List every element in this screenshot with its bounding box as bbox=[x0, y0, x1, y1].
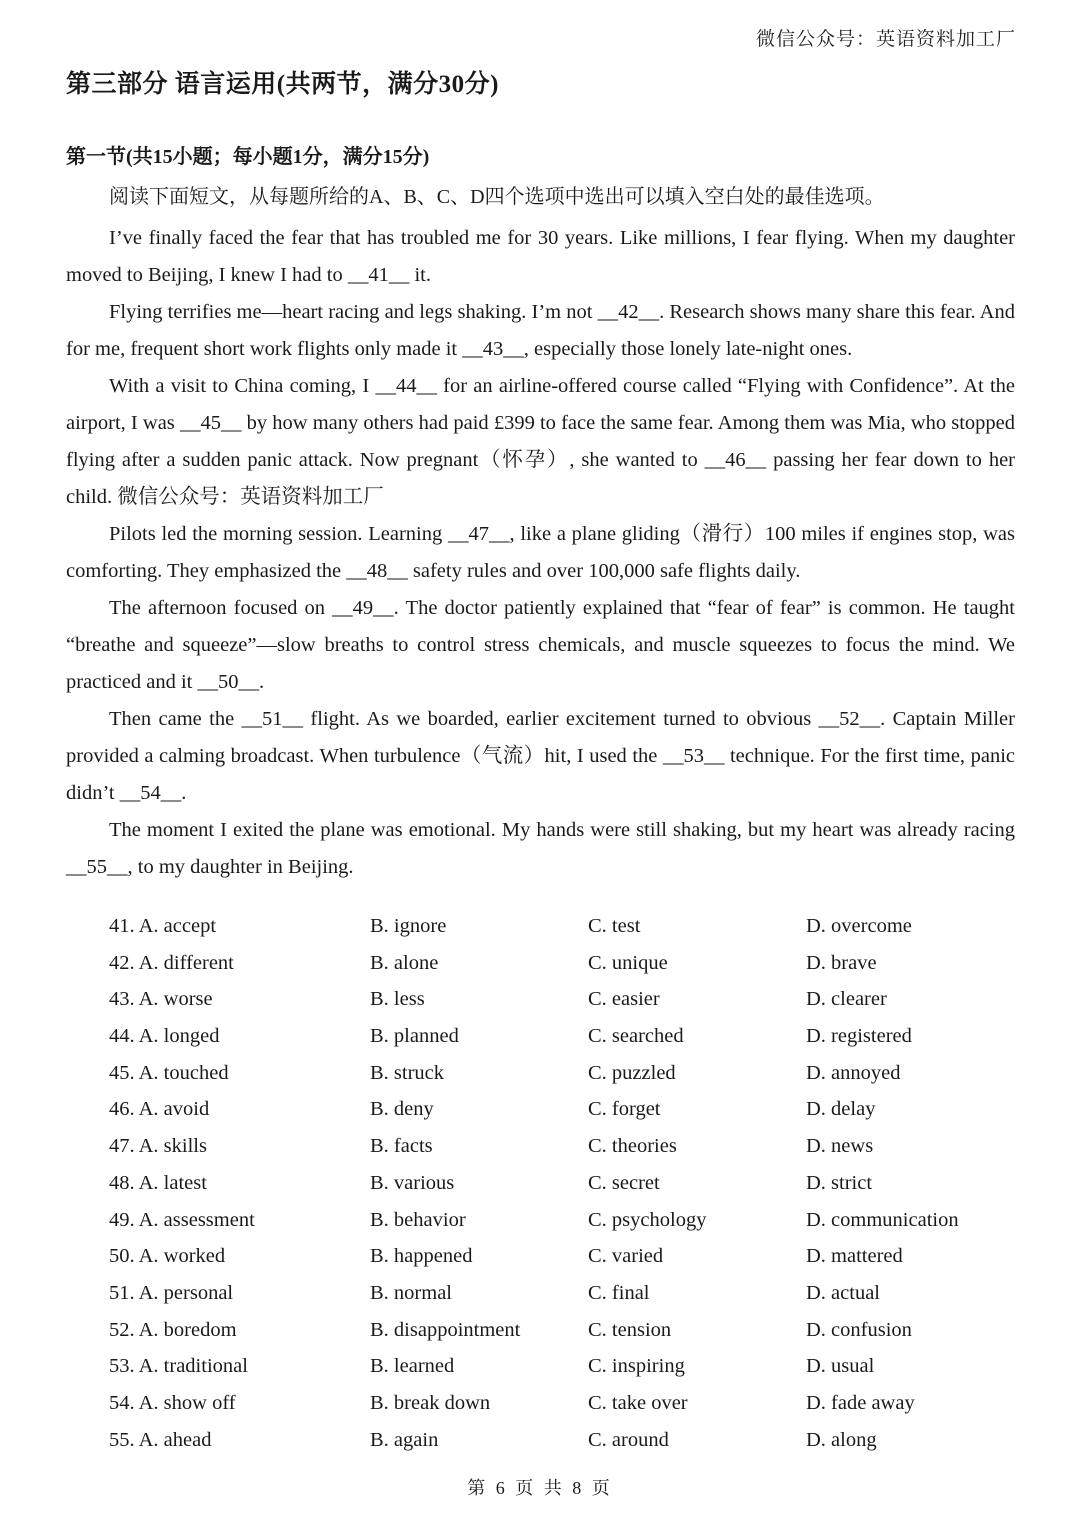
option-c: C. final bbox=[588, 1281, 650, 1304]
option-a: A. assessment bbox=[138, 1208, 255, 1231]
option-c: C. secret bbox=[588, 1171, 660, 1194]
option-cell bbox=[806, 1422, 1015, 1459]
option-cell bbox=[806, 1202, 1015, 1239]
option-cell bbox=[370, 1128, 588, 1165]
option-cell bbox=[806, 1312, 1015, 1349]
option-cell bbox=[109, 1091, 370, 1128]
option-b: B. learned bbox=[370, 1355, 455, 1378]
question-number: 51. bbox=[109, 1281, 135, 1304]
option-c: C. easier bbox=[588, 988, 660, 1011]
passage-text: , to my daughter in Beijing. bbox=[127, 856, 354, 878]
option-cell bbox=[109, 1422, 370, 1459]
question-number: 44. bbox=[109, 1025, 135, 1048]
part-title: 第三部分 语言运用(共两节，满分30分) bbox=[66, 71, 499, 98]
option-cell bbox=[109, 1275, 370, 1312]
option-cell bbox=[806, 1091, 1015, 1128]
option-d: D. overcome bbox=[806, 915, 912, 937]
option-a: A. worse bbox=[138, 988, 213, 1011]
option-b: B. alone bbox=[370, 951, 439, 974]
option-d: D. fade away bbox=[806, 1391, 915, 1414]
option-b: B. planned bbox=[370, 1025, 459, 1048]
option-cell bbox=[806, 1055, 1015, 1092]
option-cell bbox=[109, 1312, 370, 1349]
section-title: 第一节(共15小题；每小题1分，满分15分) bbox=[66, 146, 430, 168]
passage-text: Flying terrifies me—heart racing and legs shaking. I’m not bbox=[109, 301, 598, 323]
passage-text: for an airline-offered course called “Flying with Confidence”. At the airport, I was bbox=[66, 375, 1016, 434]
option-cell bbox=[588, 1055, 806, 1092]
passage-paragraph-p1 bbox=[66, 220, 1015, 294]
option-a: A. longed bbox=[138, 1025, 220, 1048]
option-cell bbox=[588, 945, 806, 982]
option-a: A. ahead bbox=[138, 1428, 212, 1451]
option-a: A. avoid bbox=[138, 1098, 210, 1121]
option-a: A. latest bbox=[138, 1171, 207, 1194]
cloze-blank: __47__ bbox=[448, 523, 510, 545]
cloze-blank: __53__ bbox=[662, 745, 725, 767]
option-d: D. brave bbox=[806, 951, 877, 974]
option-b: B. less bbox=[370, 988, 425, 1011]
option-cell bbox=[588, 1202, 806, 1239]
option-cell bbox=[370, 908, 588, 945]
option-cell bbox=[588, 1018, 806, 1055]
passage-text: With a visit to China coming, I bbox=[109, 375, 376, 397]
option-b: B. struck bbox=[370, 1061, 445, 1084]
option-cell bbox=[588, 1091, 806, 1128]
option-cell bbox=[370, 1312, 588, 1349]
option-c: C. take over bbox=[588, 1391, 688, 1414]
question-number: 41. bbox=[109, 915, 135, 937]
passage-text: Pilots led the morning session. Learning bbox=[109, 523, 448, 545]
option-cell bbox=[588, 1238, 806, 1275]
answer-options-list bbox=[109, 908, 1015, 1458]
option-cell bbox=[370, 1238, 588, 1275]
option-cell bbox=[588, 1422, 806, 1459]
option-d: D. registered bbox=[806, 1025, 912, 1048]
option-b: B. deny bbox=[370, 1098, 434, 1121]
question-number: 42. bbox=[109, 951, 135, 974]
option-cell bbox=[588, 908, 806, 945]
option-cell bbox=[109, 1238, 370, 1275]
option-row bbox=[109, 1165, 1015, 1202]
page-number: 第 6 页 共 8 页 bbox=[467, 1478, 613, 1498]
option-cell bbox=[588, 1275, 806, 1312]
passage-text: . Research shows many share this fear. And for me, frequent short work flights only made it bbox=[66, 301, 1015, 360]
option-b: B. normal bbox=[370, 1281, 452, 1304]
cloze-blank: __46__ bbox=[704, 449, 767, 471]
option-c: C. searched bbox=[588, 1025, 684, 1048]
passage-paragraph-p3 bbox=[66, 368, 1015, 516]
question-number: 49. bbox=[109, 1208, 135, 1231]
option-cell bbox=[806, 1165, 1015, 1202]
option-cell bbox=[588, 1312, 806, 1349]
option-d: D. confusion bbox=[806, 1318, 912, 1341]
option-row bbox=[109, 908, 1015, 945]
question-number: 48. bbox=[109, 1171, 135, 1194]
cloze-blank: __51__ bbox=[241, 708, 304, 730]
cloze-blank: __52__ bbox=[818, 708, 881, 730]
option-cell bbox=[109, 1202, 370, 1239]
option-a: A. personal bbox=[138, 1281, 234, 1304]
option-row bbox=[109, 1018, 1015, 1055]
option-d: D. mattered bbox=[806, 1245, 903, 1268]
option-c: C. forget bbox=[588, 1098, 661, 1121]
option-a: A. accept bbox=[138, 915, 217, 937]
passage-text: flight. As we boarded, earlier excitement turned to obvious bbox=[303, 708, 819, 730]
option-cell bbox=[588, 1385, 806, 1422]
passage-text: safety rules and over 100,000 safe flights daily. bbox=[407, 560, 801, 582]
question-number: 43. bbox=[109, 988, 135, 1011]
cloze-blank: __44__ bbox=[375, 375, 437, 397]
cloze-blank: __42__ bbox=[597, 301, 660, 323]
question-number: 50. bbox=[109, 1245, 135, 1268]
option-cell bbox=[588, 1348, 806, 1385]
option-a: A. traditional bbox=[138, 1355, 248, 1378]
option-cell bbox=[370, 1275, 588, 1312]
option-cell bbox=[806, 1348, 1015, 1385]
option-c: C. test bbox=[588, 915, 641, 937]
option-row bbox=[109, 1091, 1015, 1128]
cloze-blank: __54__ bbox=[119, 782, 182, 804]
passage-text: it. bbox=[409, 264, 431, 286]
option-cell bbox=[806, 1018, 1015, 1055]
option-d: D. actual bbox=[806, 1281, 880, 1304]
option-d: D. news bbox=[806, 1135, 874, 1158]
cloze-passage bbox=[66, 220, 1015, 886]
option-a: A. show off bbox=[138, 1391, 236, 1414]
cloze-blank: __43__ bbox=[462, 338, 524, 360]
cloze-blank: __48__ bbox=[346, 560, 408, 582]
option-b: B. break down bbox=[370, 1391, 491, 1414]
question-number: 54. bbox=[109, 1391, 135, 1414]
option-cell bbox=[806, 981, 1015, 1018]
passage-text: technique. For the first time, panic didn’t bbox=[66, 745, 1015, 804]
option-cell bbox=[806, 1128, 1015, 1165]
option-c: C. puzzled bbox=[588, 1061, 676, 1084]
option-cell bbox=[806, 1385, 1015, 1422]
passage-text: The moment I exited the plane was emotional. My hands were still shaking, but my heart was already racing bbox=[109, 819, 1015, 841]
option-d: D. annoyed bbox=[806, 1061, 901, 1084]
cloze-blank: __41__ bbox=[347, 264, 410, 286]
cloze-blank: __55__ bbox=[66, 856, 128, 878]
option-b: B. again bbox=[370, 1428, 439, 1451]
option-cell bbox=[370, 1422, 588, 1459]
option-cell bbox=[109, 1165, 370, 1202]
passage-paragraph-p7 bbox=[66, 812, 1015, 886]
option-b: B. disappointment bbox=[370, 1318, 521, 1341]
option-d: D. along bbox=[806, 1428, 877, 1451]
question-number: 53. bbox=[109, 1355, 135, 1378]
option-b: B. ignore bbox=[370, 915, 447, 937]
option-cell bbox=[370, 1348, 588, 1385]
watermark-header: 微信公众号：英语资料加工厂 bbox=[755, 29, 1016, 50]
passage-text: . bbox=[181, 782, 187, 804]
passage-paragraph-p5 bbox=[66, 590, 1015, 701]
option-c: C. unique bbox=[588, 951, 668, 974]
option-cell bbox=[370, 1202, 588, 1239]
option-a: A. worked bbox=[138, 1245, 226, 1268]
option-cell bbox=[109, 1128, 370, 1165]
passage-text: . The doctor patiently explained that “fear of fear” is common. He taught “breathe and squeeze”—slow breaths to control stress chemicals, and muscle squeezes to focus the mind. We practiced and it bbox=[66, 597, 1015, 693]
question-number: 46. bbox=[109, 1098, 135, 1121]
option-row bbox=[109, 1422, 1015, 1459]
option-row bbox=[109, 1128, 1015, 1165]
passage-text: . Captain Miller provided a calming broadcast. When turbulence（气流）hit, I used the bbox=[66, 708, 1015, 767]
option-a: A. touched bbox=[138, 1061, 229, 1084]
option-d: D. communication bbox=[806, 1208, 959, 1231]
option-a: A. skills bbox=[138, 1135, 207, 1158]
option-c: C. theories bbox=[588, 1135, 677, 1158]
cloze-blank: __45__ bbox=[179, 412, 242, 434]
option-c: C. psychology bbox=[588, 1208, 707, 1231]
passage-paragraph-p4 bbox=[66, 516, 1015, 590]
option-cell bbox=[370, 1165, 588, 1202]
option-row bbox=[109, 1312, 1015, 1349]
question-number: 52. bbox=[109, 1318, 135, 1341]
option-row bbox=[109, 981, 1015, 1018]
option-row bbox=[109, 945, 1015, 982]
option-b: B. facts bbox=[370, 1135, 433, 1158]
option-cell bbox=[109, 981, 370, 1018]
option-cell bbox=[588, 1165, 806, 1202]
passage-paragraph-p6 bbox=[66, 701, 1015, 812]
option-row bbox=[109, 1202, 1015, 1239]
option-cell bbox=[588, 1128, 806, 1165]
option-cell bbox=[109, 1348, 370, 1385]
option-cell bbox=[370, 981, 588, 1018]
option-cell bbox=[370, 1385, 588, 1422]
option-d: D. delay bbox=[806, 1098, 876, 1121]
option-row bbox=[109, 1348, 1015, 1385]
question-number: 47. bbox=[109, 1135, 135, 1158]
option-row bbox=[109, 1238, 1015, 1275]
option-cell bbox=[370, 1018, 588, 1055]
option-c: C. around bbox=[588, 1428, 669, 1451]
option-d: D. usual bbox=[806, 1355, 875, 1378]
option-cell bbox=[370, 945, 588, 982]
passage-text: passing her fear down to her child. 微信公众号：英语资料加工厂 bbox=[66, 449, 1015, 508]
option-cell bbox=[806, 908, 1015, 945]
option-cell bbox=[109, 945, 370, 982]
option-b: B. various bbox=[370, 1171, 455, 1194]
option-cell bbox=[806, 945, 1015, 982]
option-a: A. different bbox=[138, 951, 234, 974]
cloze-blank: __49__ bbox=[332, 597, 394, 619]
option-cell bbox=[588, 981, 806, 1018]
option-c: C. inspiring bbox=[588, 1355, 685, 1378]
question-number: 45. bbox=[109, 1061, 135, 1084]
instruction-text: 阅读下面短文，从每题所给的A、B、C、D四个选项中选出可以填入空白处的最佳选项。 bbox=[109, 186, 885, 208]
option-d: D. clearer bbox=[806, 988, 887, 1011]
option-cell bbox=[370, 1055, 588, 1092]
option-b: B. behavior bbox=[370, 1208, 466, 1231]
option-cell bbox=[370, 1091, 588, 1128]
question-number: 55. bbox=[109, 1428, 135, 1451]
option-cell bbox=[109, 1055, 370, 1092]
passage-text: Then came the bbox=[109, 708, 242, 730]
option-cell bbox=[109, 908, 370, 945]
passage-paragraph-p2 bbox=[66, 294, 1015, 368]
passage-text: I’ve finally faced the fear that has troubled me for 30 years. Like millions, I fear flying. When my daughter moved to Beijing, I knew I had to bbox=[66, 227, 1015, 286]
option-c: C. varied bbox=[588, 1245, 664, 1268]
passage-text: . bbox=[258, 671, 265, 693]
passage-text: The afternoon focused on bbox=[109, 597, 333, 619]
passage-text: by how many others had paid £399 to face the same fear. Among them was Mia, who stopped flying after a sudden panic attack. Now pregnant（怀孕）, she wanted to bbox=[66, 412, 1016, 471]
option-d: D. strict bbox=[806, 1171, 873, 1194]
passage-text: , especially those lonely late-night ones. bbox=[523, 338, 853, 360]
cloze-blank: __50__ bbox=[197, 671, 259, 693]
option-c: C. tension bbox=[588, 1318, 672, 1341]
passage-text: , like a plane gliding（滑行）100 miles if engines stop, was comforting. They emphasized the bbox=[66, 523, 1015, 582]
option-cell bbox=[806, 1238, 1015, 1275]
option-cell bbox=[109, 1385, 370, 1422]
option-row bbox=[109, 1055, 1015, 1092]
option-a: A. boredom bbox=[138, 1318, 237, 1341]
option-cell bbox=[806, 1275, 1015, 1312]
option-row bbox=[109, 1275, 1015, 1312]
option-cell bbox=[109, 1018, 370, 1055]
option-b: B. happened bbox=[370, 1245, 473, 1268]
option-row bbox=[109, 1385, 1015, 1422]
